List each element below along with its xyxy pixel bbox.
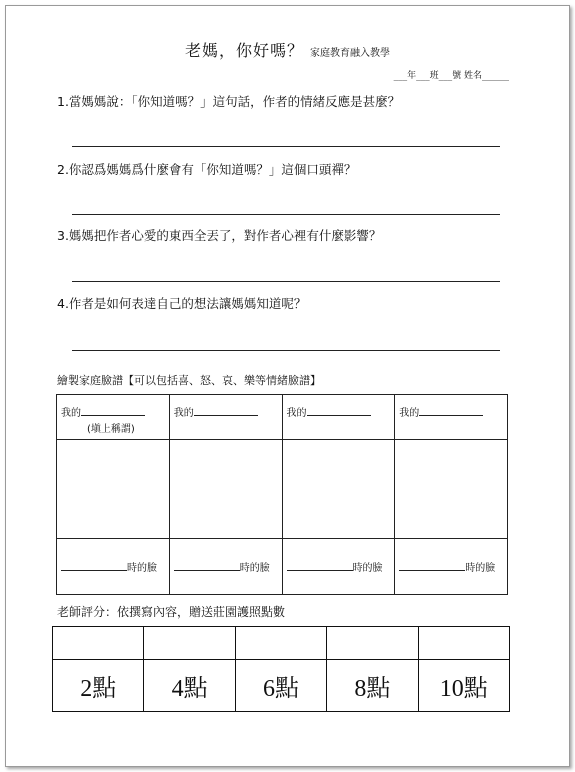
emotion-blank[interactable]: [174, 560, 240, 571]
emotion-blank[interactable]: [61, 560, 127, 571]
face-caption-cell: 時的臉: [57, 538, 170, 594]
face-caption-cell: 時的臉: [395, 538, 508, 594]
subtitle-text: 家庭教育融入教學: [310, 48, 390, 59]
points-cell: 2點: [53, 660, 144, 712]
points-cell: 6點: [235, 660, 326, 712]
score-table: [52, 626, 510, 712]
question-2: 2.你認爲媽媽爲什麼會有「你知道嗎？」這個口頭禪？: [57, 162, 357, 177]
score-section-title: 老師評分：依撰寫內容，贈送莊園護照點數: [57, 605, 286, 619]
points-cell: 4點: [144, 660, 235, 712]
face-header-cell: 我的: [282, 395, 395, 440]
points-cell: 8點: [327, 660, 418, 712]
question-1: 1.當媽媽說：「你知道嗎？」這句話，作者的情緒反應是甚麼？: [57, 94, 401, 109]
stamp-cell[interactable]: [53, 627, 144, 660]
stamp-cell[interactable]: [235, 627, 326, 660]
points-cell: 10點: [418, 660, 509, 712]
face-caption-cell: 時的臉: [282, 538, 395, 594]
stamp-cell[interactable]: [144, 627, 235, 660]
relation-blank[interactable]: [419, 405, 483, 416]
face-header-cell: 我的: [395, 395, 508, 440]
fill-hint: (塡上稱謂): [87, 424, 135, 435]
answer-line-1[interactable]: [72, 146, 500, 147]
relation-blank[interactable]: [81, 405, 145, 416]
question-4: 4.作者是如何表達自己的想法讓媽媽知道呢？: [57, 296, 307, 311]
face-header-cell: 我的: [169, 395, 282, 440]
face-drawing-area[interactable]: [57, 440, 170, 538]
emotion-blank[interactable]: [287, 560, 353, 571]
face-section-title: 繪製家庭臉譜【可以包括喜、怒、哀、樂等情緒臉譜】: [57, 374, 321, 387]
answer-line-3[interactable]: [72, 281, 500, 282]
worksheet-title: [0, 38, 575, 61]
stamp-cell[interactable]: [327, 627, 418, 660]
stamp-cell[interactable]: [418, 627, 509, 660]
answer-line-4[interactable]: [72, 350, 500, 351]
title-text: 老媽，你好嗎？: [184, 41, 304, 60]
family-face-table: [56, 394, 508, 595]
emotion-blank[interactable]: [399, 560, 465, 571]
face-drawing-area[interactable]: [282, 440, 395, 538]
class-name-line: ___年___班___號 姓名______: [393, 71, 509, 81]
relation-blank[interactable]: [194, 405, 258, 416]
relation-blank[interactable]: [307, 405, 371, 416]
question-3: 3.媽媽把作者心愛的東西全丟了，對作者心裡有什麼影響？: [57, 228, 382, 243]
answer-line-2[interactable]: [72, 214, 500, 215]
face-caption-cell: 時的臉: [169, 538, 282, 594]
face-header-cell: 我的 (塡上稱謂): [57, 395, 170, 440]
face-drawing-area[interactable]: [395, 440, 508, 538]
face-drawing-area[interactable]: [169, 440, 282, 538]
